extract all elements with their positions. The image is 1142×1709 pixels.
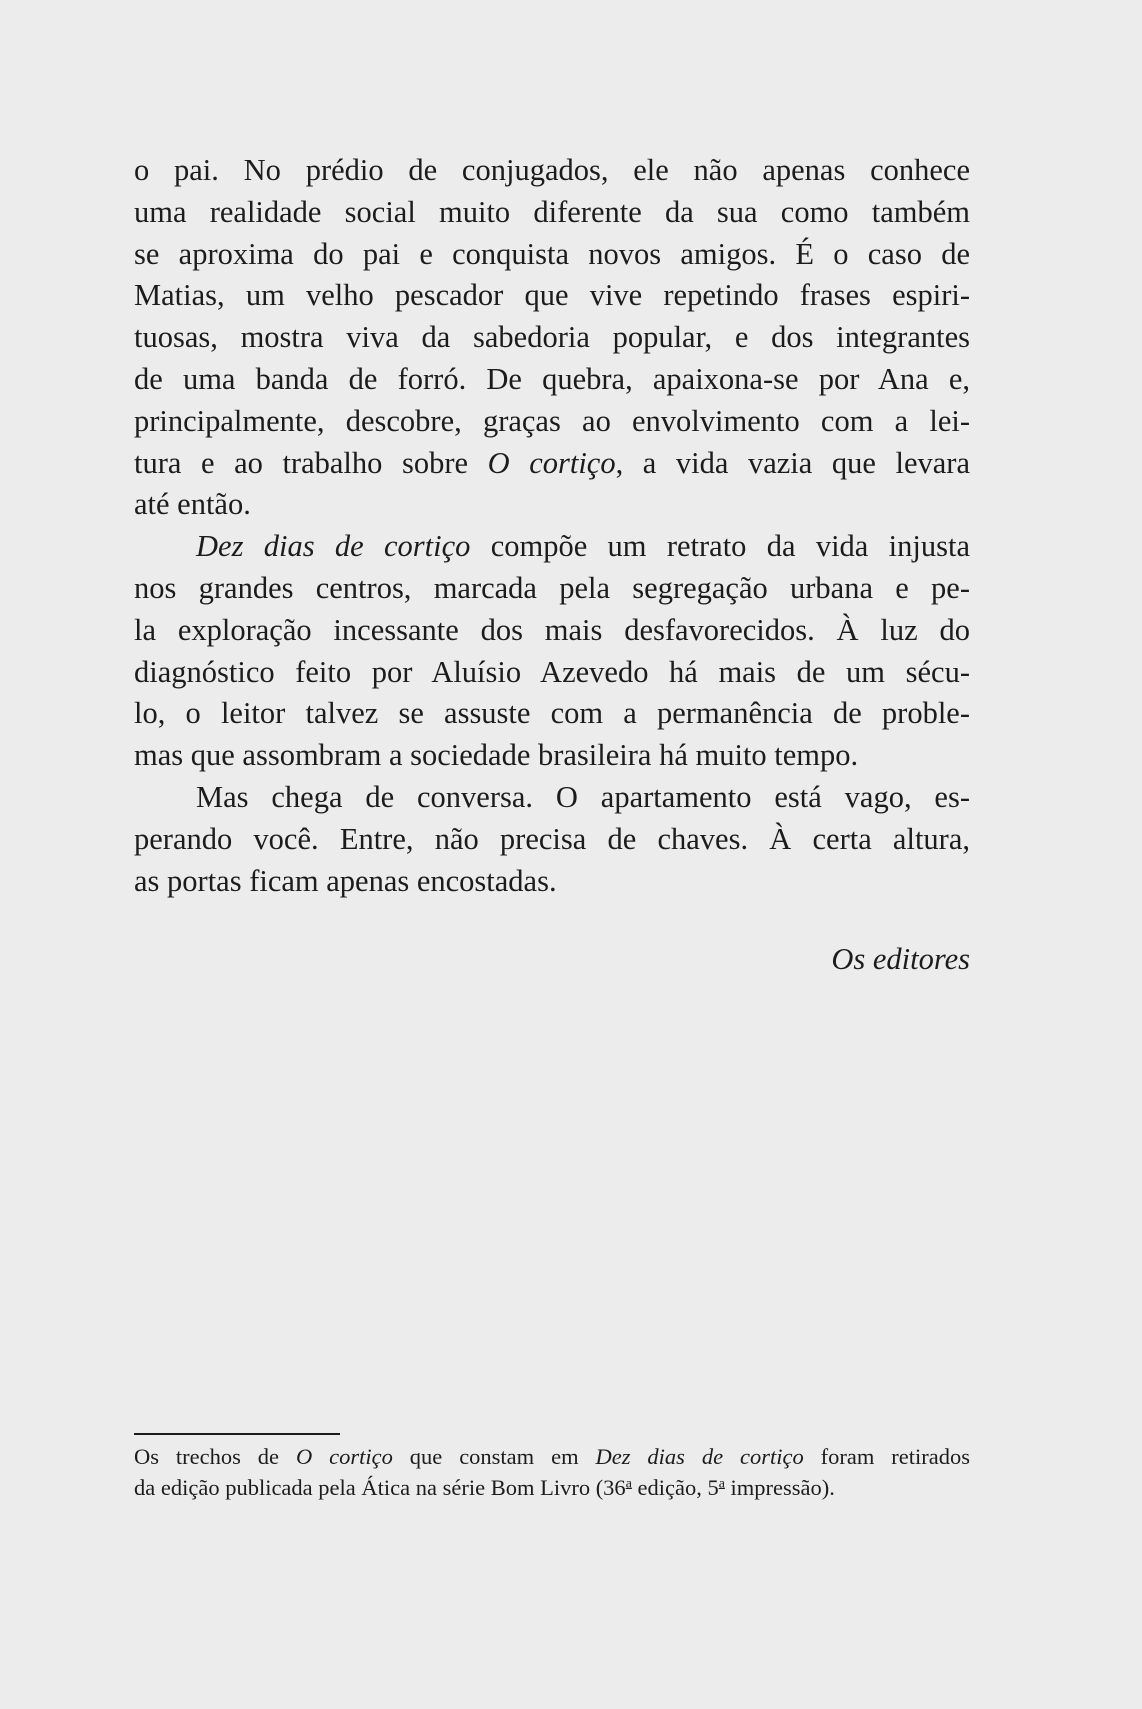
text-segment: compõe um retrato da vida injusta <box>470 529 970 564</box>
text-line <box>134 526 970 568</box>
text-segment: foram retirados <box>803 1444 970 1469</box>
footnote-line <box>134 1472 970 1503</box>
signature: Os editores <box>831 942 970 976</box>
book-title-italic: Dez dias de cortiço <box>196 529 471 564</box>
text-line: Mas chega de conversa. O apartamento está vago, es- <box>196 779 970 814</box>
ordinal-superscript: a <box>718 1476 725 1492</box>
text-line: diagnóstico feito por Aluísio Azevedo há mais de um sécu- <box>134 654 970 689</box>
ordinal-superscript: a <box>625 1476 632 1492</box>
footnote <box>134 1441 970 1503</box>
book-title-italic: O cortiço <box>487 445 616 480</box>
text-line: se aproxima do pai e conquista novos amigos. É o caso de <box>134 236 970 271</box>
paragraph-3 <box>134 777 970 902</box>
text-line: lo, o leitor talvez se assuste com a permanência de proble- <box>134 696 970 731</box>
text-segment: da edição publicada pela Ática na série Bom Livro (36 <box>134 1475 626 1500</box>
text-line: tuosas, mostra viva da sabedoria popular, e dos integrantes <box>134 320 970 355</box>
book-title-italic: Dez dias de cortiço <box>595 1444 804 1469</box>
text-line: até então. <box>134 487 251 522</box>
paragraph-1 <box>134 150 970 526</box>
text-line: principalmente, descobre, graças ao envolvimento com a lei- <box>134 403 970 438</box>
text-line: perando você. Entre, não precisa de chaves. À certa altura, <box>134 821 970 856</box>
text-line: o pai. No prédio de conjugados, ele não apenas conhece <box>134 153 970 187</box>
text-line: nos grandes centros, marcada pela segregação urbana e pe- <box>134 570 970 605</box>
text-segment: edição, 5 <box>631 1475 719 1500</box>
text-line: Matias, um velho pescador que vive repetindo frases espiri- <box>134 278 970 313</box>
text-line: as portas ficam apenas encostadas. <box>134 863 557 898</box>
paragraph-2 <box>134 526 970 777</box>
text-line: de uma banda de forró. De quebra, apaixona-se por Ana e, <box>134 361 970 396</box>
text-line: la exploração incessante dos mais desfavorecidos. À luz do <box>134 612 970 647</box>
text-segment: , a vida vazia que levara <box>615 445 970 480</box>
body-text <box>134 150 970 902</box>
text-line: mas que assombram a sociedade brasileira há muito tempo. <box>134 738 859 773</box>
footnote-divider <box>134 1433 340 1435</box>
text-segment: tura e ao trabalho sobre <box>134 445 488 480</box>
text-segment: que constam em <box>392 1444 596 1469</box>
book-title-italic: O cortiço <box>295 1444 393 1469</box>
text-segment: impressão). <box>724 1475 835 1500</box>
text-segment: Os trechos de <box>134 1444 296 1469</box>
text-line: uma realidade social muito diferente da sua como também <box>134 194 970 229</box>
footnote-line <box>134 1441 970 1472</box>
text-line <box>134 443 970 485</box>
